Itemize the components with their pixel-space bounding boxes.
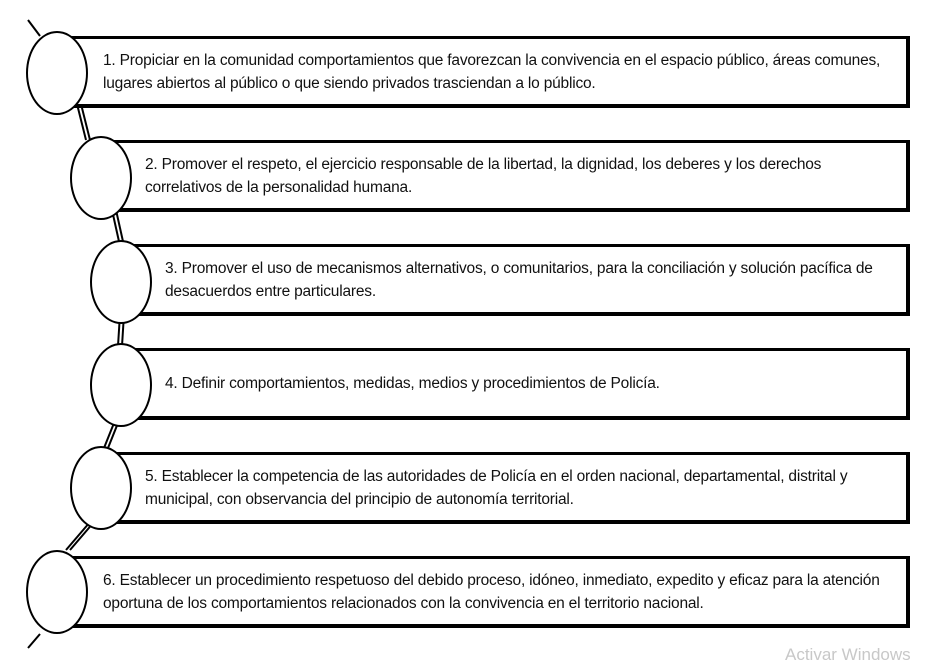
step-text-1: 1. Propiciar en la comunidad comportamientos que favorezcan la convivencia en el espacio público, áreas comunes, lugares abiertos al público o que siendo privados trasciendan a lo público. bbox=[103, 51, 881, 92]
step-text-4: 4. Definir comportamientos, medidas, medios y procedimientos de Policía. bbox=[165, 375, 660, 392]
step-text-2: 2. Promover el respeto, el ejercicio responsable de la libertad, la dignidad, los deberes y los derechos correlativos de la personalidad humana. bbox=[145, 155, 822, 196]
step-box-3 bbox=[124, 244, 910, 316]
step-box-6 bbox=[64, 556, 910, 628]
step-circle-2 bbox=[70, 136, 132, 220]
step-circle-6 bbox=[26, 550, 88, 634]
step-circle-3 bbox=[90, 240, 152, 324]
step-box-4 bbox=[124, 348, 910, 420]
step-box-5 bbox=[104, 452, 910, 524]
step-circle-4 bbox=[90, 343, 152, 427]
step-text-5: 5. Establecer la competencia de las autoridades de Policía en el orden nacional, departamental, distrital y municipal, con observancia del principio de autonomía territorial. bbox=[145, 467, 848, 508]
step-text-3: 3. Promover el uso de mecanismos alternativos, o comunitarios, para la conciliación y solución pacífica de desacuerdos entre particulares. bbox=[165, 259, 873, 300]
step-circle-1 bbox=[26, 31, 88, 115]
step-box-1 bbox=[64, 36, 910, 108]
step-circle-5 bbox=[70, 446, 132, 530]
step-box-2 bbox=[104, 140, 910, 212]
step-text-6: 6. Establecer un procedimiento respetuoso del debido proceso, idóneo, inmediato, expedito y eficaz para la atención oportuna de los comportamientos relacionados con la convivencia en el territorio nacional. bbox=[103, 571, 880, 612]
windows-activation-watermark: Activar Windows bbox=[785, 645, 911, 664]
